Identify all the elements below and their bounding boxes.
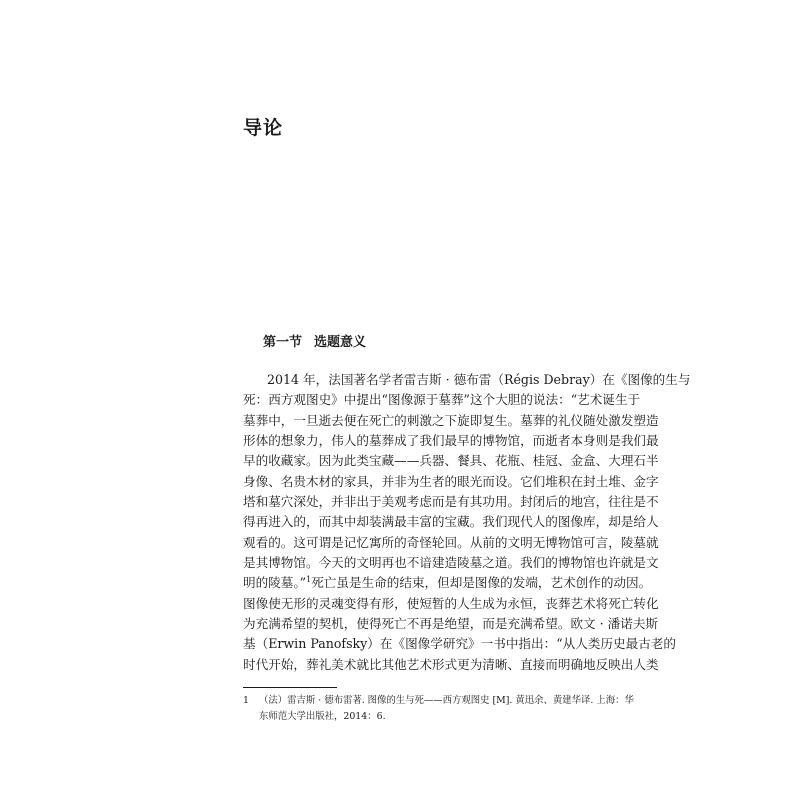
body-line: 2014 年，法国著名学者雷吉斯 · 德布雷（Régis Debray）在《图像的生与	[267, 372, 691, 387]
footnote-line: 东师范大学出版社，2014：6.	[259, 711, 386, 722]
footnote-divider	[243, 687, 337, 688]
section-title: 选题意义	[314, 335, 367, 350]
footnote	[243, 693, 634, 725]
body-paragraph	[243, 370, 691, 675]
body-line-text: 死亡虽是生命的结束，但却是图像的发端，艺术创作的动因。	[311, 575, 652, 591]
body-line: 观看的。这可谓是记忆寓所的奇怪轮回。从前的文明无博物馆可言，陵墓就	[243, 534, 659, 550]
body-line: 身像、名贵木材的家具，并非为生者的眼光而设。它们堆积在封土堆、金字	[243, 473, 659, 489]
section-heading	[263, 331, 366, 350]
section-number: 第一节	[263, 335, 303, 350]
body-line: 是其博物馆。今天的文明再也不谙建造陵墓之道。我们的博物馆也许就是文	[243, 555, 659, 571]
body-line: 为充满希望的契机，使得死亡不再是绝望，而是充满希望。欧文 · 潘诺夫斯	[243, 616, 659, 632]
footnote-reference[interactable]: 1	[306, 575, 312, 585]
body-line: 基（Erwin Panofsky）在《图像学研究》一书中指出：“从人类历史最古老的	[243, 636, 676, 652]
footnote-line	[243, 693, 634, 709]
body-line: 形体的想象力，伟人的墓葬成了我们最早的博物馆，而逝者本身则是我们最	[243, 433, 659, 449]
body-line: 得再进入的，而其中却装满最丰富的宝藏。我们现代人的图像库，却是给人	[243, 514, 659, 530]
body-line: 早的收藏家。因为此类宝藏——兵器、餐具、花瓶、桂冠、金盒、大理石半	[243, 453, 659, 469]
body-line	[243, 573, 652, 593]
footnote-number: 1	[243, 695, 249, 706]
footnote-text: （法）雷吉斯 · 德布雷著. 图像的生与死——西方观图史 [M]. 黄迅余、黄建华译. 上海：华	[259, 695, 634, 706]
body-line: 死：西方观图史》中提出“图像源于墓葬”这个大胆的说法：“艺术诞生于	[243, 392, 641, 408]
body-line: 塔和墓穴深处，并非出于美观考虑而是有其功用。封闭后的地宫，往往是不	[243, 494, 659, 510]
body-line: 图像使无形的灵魂变得有形，使短暂的人生成为永恒，丧葬艺术将死亡转化	[243, 595, 659, 611]
body-line-text: 明的陵墓。”	[243, 575, 307, 591]
body-line: 时代开始，葬礼美术就比其他艺术形式更为清晰、直接而明确地反映出人类	[243, 656, 659, 672]
page-title: 导论	[243, 117, 284, 139]
body-line: 墓葬中，一旦逝去便在死亡的刺激之下旋即复生。墓葬的礼仪随处激发塑造	[243, 412, 659, 428]
